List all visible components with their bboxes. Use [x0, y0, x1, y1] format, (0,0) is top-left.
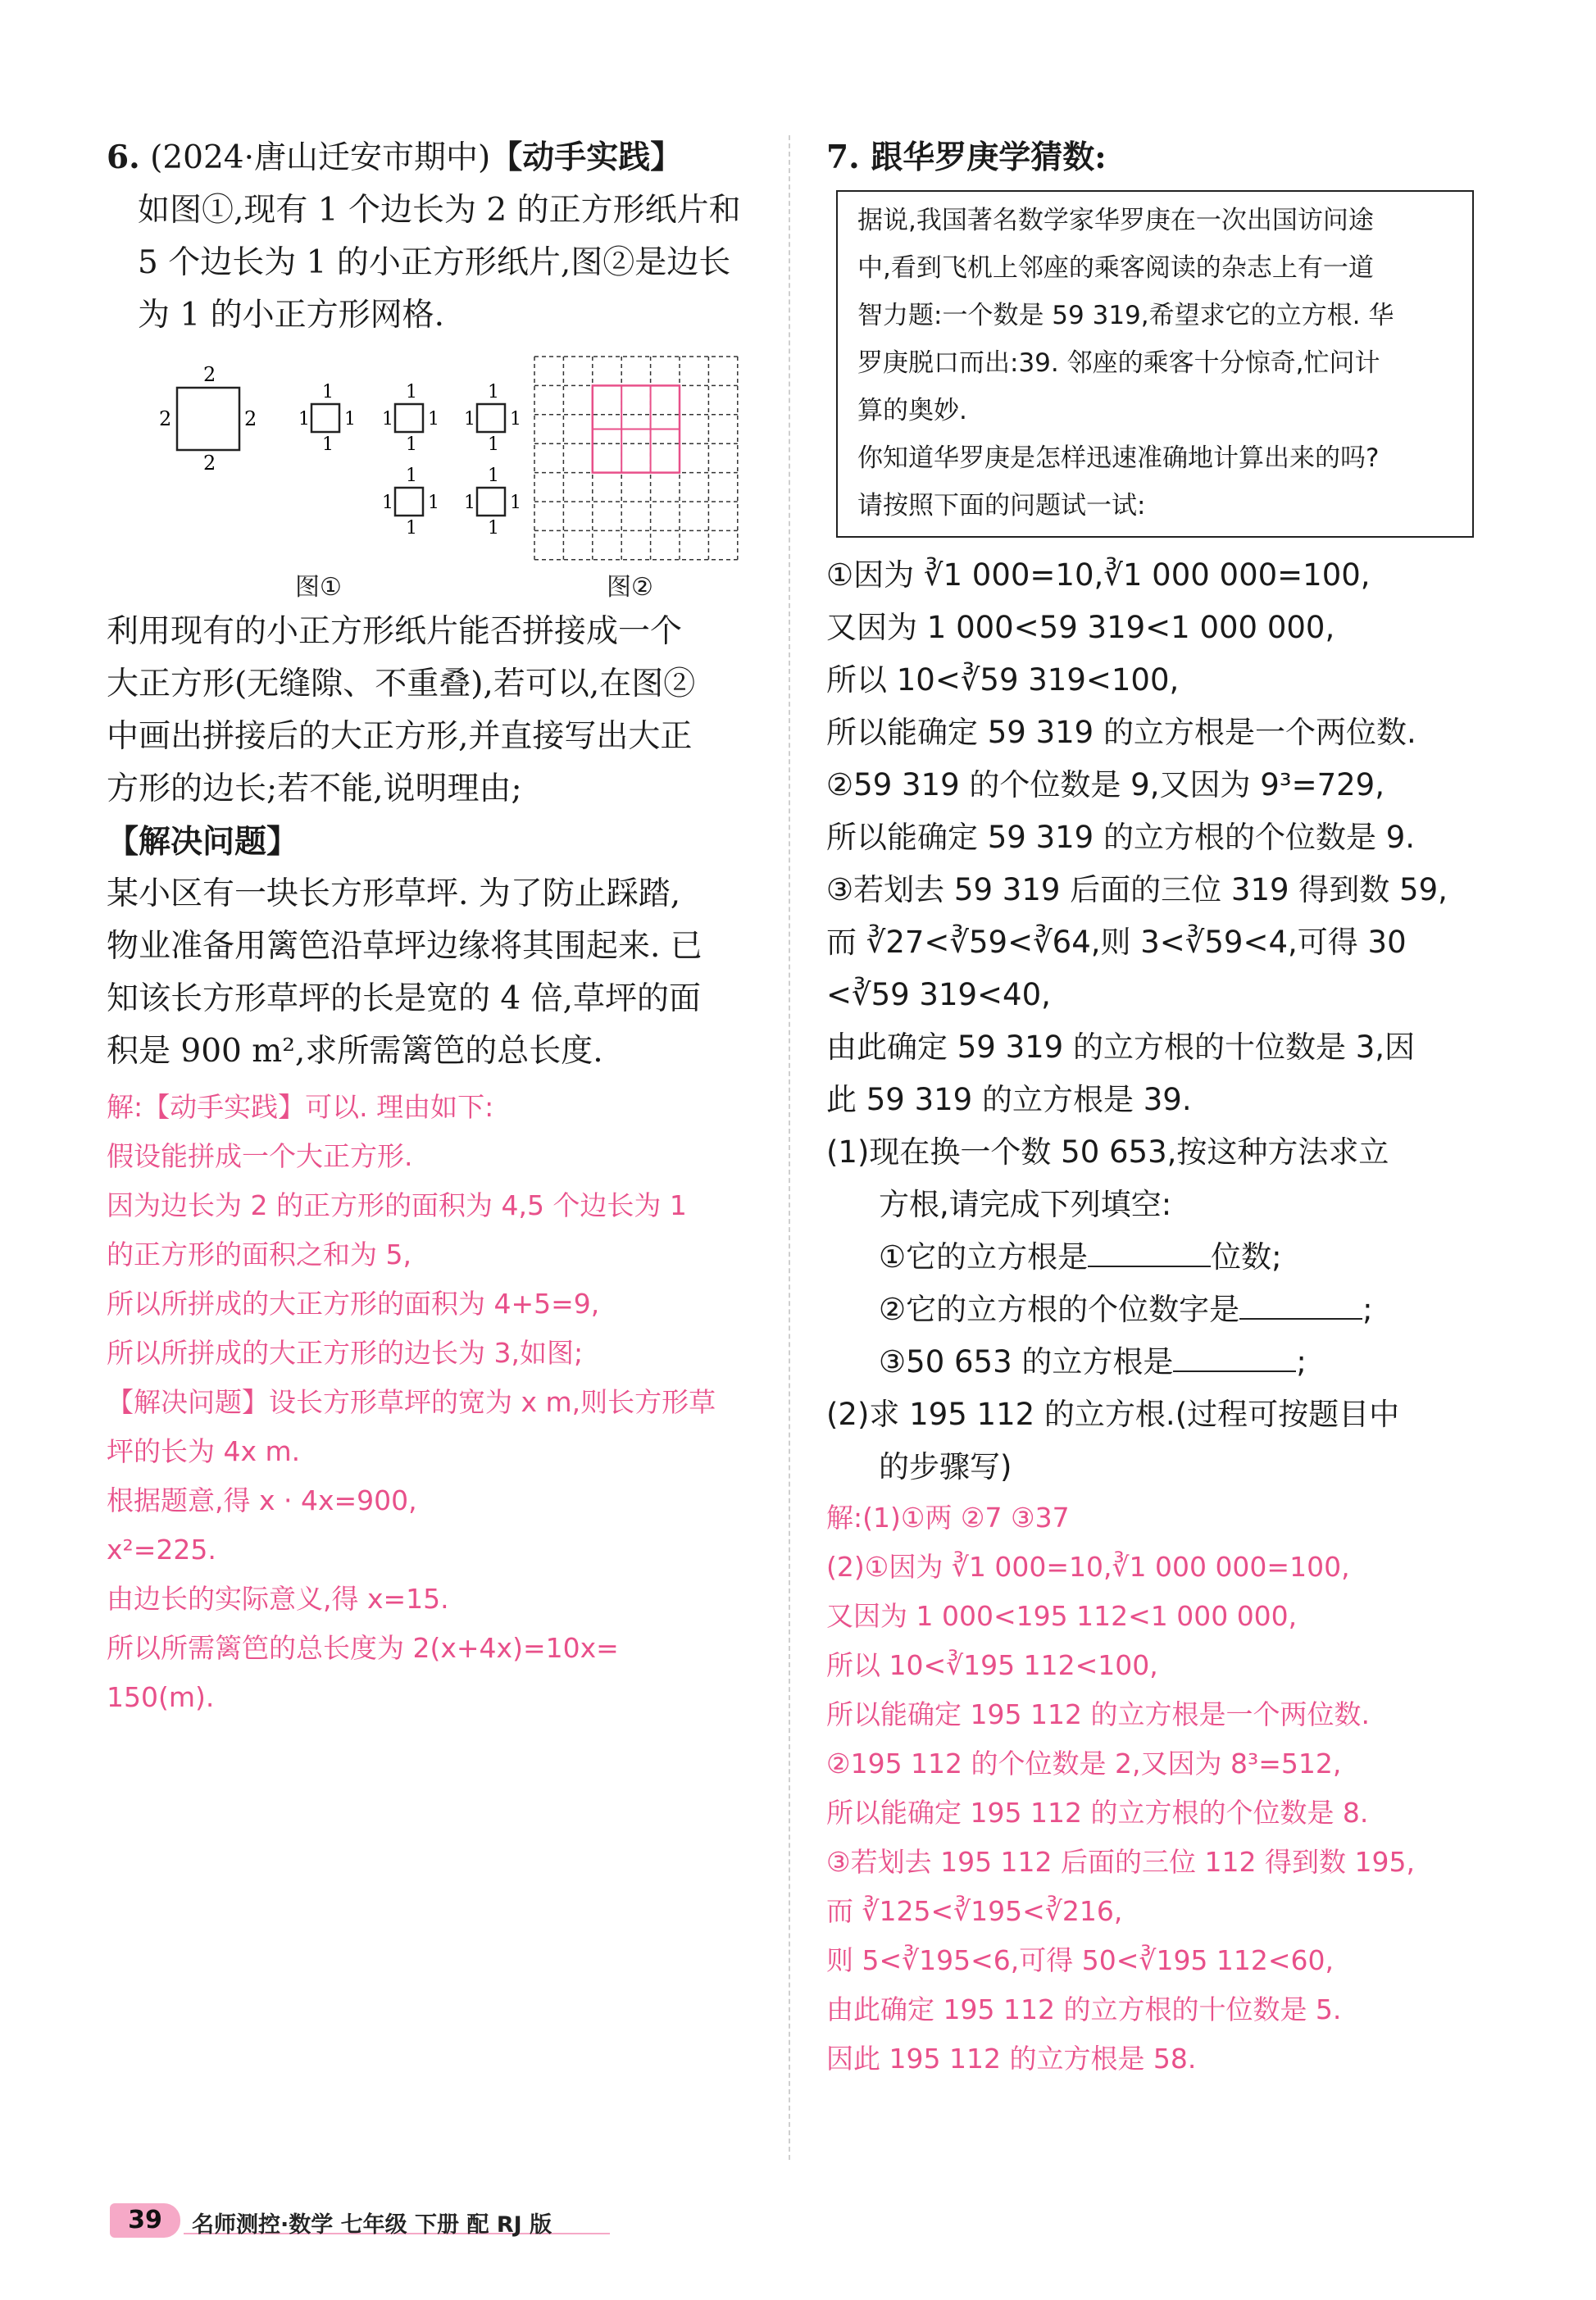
q6-line: 5 个边长为 1 的小正方形纸片,图②是边长	[138, 244, 731, 281]
answer-line: 所以所拼成的大正方形的面积为 4+5=9,	[107, 1288, 600, 1320]
part2-line: (2)求 195 112 的立方根.(过程可按题目中	[826, 1397, 1400, 1432]
answer-line: 坪的长为 4x m.	[107, 1435, 301, 1467]
step-line: 所以能确定 59 319 的立方根是一个两位数.	[826, 715, 1416, 750]
answer-line: 解:(1)①两 ②7 ③37	[826, 1502, 1070, 1534]
answer-line: 解:【动手实践】可以. 理由如下:	[107, 1091, 494, 1123]
small-square-label: 1	[298, 409, 310, 430]
small-square-label: 1	[406, 382, 417, 402]
small-square	[395, 488, 423, 516]
step-line: 又因为 1 000<59 319<1 000 000,	[826, 610, 1335, 645]
step-line: 此 59 319 的立方根是 39.	[826, 1082, 1192, 1117]
small-square	[477, 488, 505, 516]
small-square	[477, 404, 505, 432]
q6-answer	[107, 1083, 762, 1722]
figure-2-caption: 图②	[607, 573, 653, 602]
answer-line: (2)①因为 ∛1 000=10,∛1 000 000=100,	[826, 1551, 1350, 1583]
small-square-label: 1	[488, 466, 499, 486]
answer-line: 根据题意,得 x · 4x=900,	[107, 1484, 417, 1516]
box-line: 你知道华罗庚是怎样迅速准确地计算出来的吗?	[857, 443, 1380, 473]
small-square	[395, 404, 423, 432]
step-line: ①因为 ∛1 000=10,∛1 000 000=100,	[826, 557, 1371, 593]
answer-line: 所以 10<∛195 112<100,	[826, 1649, 1158, 1681]
fill-blank-2[interactable]	[1239, 1293, 1362, 1320]
step-line: 所以能确定 59 319 的立方根的个位数是 9.	[826, 820, 1416, 855]
small-square-label: 1	[488, 382, 499, 402]
step-line: ②59 319 的个位数是 9,又因为 9³=729,	[826, 767, 1385, 802]
q6-line: 如图①,现有 1 个边长为 2 的正方形纸片和	[138, 192, 741, 229]
box-line: 中,看到飞机上邻座的乘客阅读的杂志上有一道	[857, 253, 1374, 283]
q6-number: 6.	[107, 139, 140, 176]
answer-line: 【解决问题】设长方形草坪的宽为 x m,则长方形草	[107, 1386, 716, 1418]
step-line: ③若划去 59 319 后面的三位 319 得到数 59,	[826, 872, 1448, 907]
big-square-label: 2	[159, 407, 172, 430]
q7-title: 7. 跟华罗庚学猜数:	[826, 139, 1107, 176]
answer-line: 所以能确定 195 112 的立方根的个位数是 8.	[826, 1797, 1369, 1829]
small-square-label: 1	[488, 434, 499, 455]
big-square-label: 2	[203, 452, 216, 475]
q6-line: 为 1 的小正方形网格.	[138, 297, 445, 334]
box-line: 罗庚脱口而出:39. 邻座的乘客十分惊奇,忙问计	[857, 348, 1380, 378]
q6-figures	[107, 348, 762, 602]
q6-tag-2: 【解决问题】	[107, 823, 299, 861]
small-square-label: 1	[406, 518, 417, 539]
small-square-label: 1	[428, 493, 439, 513]
q6-line: 物业准备用篱笆沿草坪边缘将其围起来. 已	[107, 928, 703, 965]
q6-line: 某小区有一块长方形草坪. 为了防止踩踏,	[107, 875, 681, 912]
question-6	[107, 131, 762, 1722]
fill-1-suffix: 位数;	[1211, 1239, 1282, 1275]
page-footer	[110, 2203, 602, 2239]
q6-line: 方形的边长;若不能,说明理由;	[107, 770, 522, 807]
small-square-label: 1	[406, 434, 417, 455]
q6-tag: 【动手实践】	[490, 139, 683, 176]
small-square-label: 1	[322, 382, 334, 402]
fill-1-text: ①它的立方根是	[879, 1239, 1089, 1275]
small-square-label: 1	[510, 493, 521, 513]
small-square-label: 1	[406, 466, 417, 486]
box-line: 智力题:一个数是 59 319,希望求它的立方根. 华	[857, 301, 1394, 330]
answer-line: 所以所拼成的大正方形的边长为 3,如图;	[107, 1337, 584, 1369]
q7-steps	[826, 549, 1474, 1493]
answer-line: 因为边长为 2 的正方形的面积为 4,5 个边长为 1	[107, 1189, 687, 1221]
step-line: 由此确定 59 319 的立方根的十位数是 3,因	[826, 1030, 1416, 1065]
fill-blank-1[interactable]	[1088, 1241, 1211, 1267]
step-line: 所以 10<∛59 319<100,	[826, 662, 1180, 698]
figure-1-caption: 图①	[295, 573, 342, 602]
q6-header	[107, 131, 762, 184]
small-square-label: 1	[382, 409, 393, 430]
q7-answer	[826, 1493, 1474, 2084]
part1-line: 方根,请完成下列填空:	[879, 1187, 1172, 1222]
fill-item-1	[826, 1231, 1474, 1284]
page-number: 39	[110, 2203, 180, 2238]
q6-line: 积是 900 m²,求所需篱笆的总长度.	[107, 1033, 603, 1070]
small-square-label: 1	[322, 434, 334, 455]
box-line: 请按照下面的问题试一试:	[857, 491, 1146, 520]
question-7	[826, 131, 1474, 2084]
small-square-label: 1	[428, 409, 439, 430]
fill-blank-3[interactable]	[1173, 1346, 1296, 1372]
fill-3-suffix: ;	[1296, 1344, 1307, 1380]
step-line: <∛59 319<40,	[826, 977, 1051, 1012]
answer-line: 因此 195 112 的立方根是 58.	[826, 2043, 1197, 2075]
answer-line: ③若划去 195 112 后面的三位 112 得到数 195,	[826, 1846, 1415, 1878]
small-square-label: 1	[510, 409, 521, 430]
q6-line: 知该长方形草坪的长是宽的 4 倍,草坪的面	[107, 980, 702, 1017]
answer-line: 而 ∛125<∛195<∛216,	[826, 1895, 1123, 1927]
fill-item-2	[826, 1284, 1474, 1336]
fill-item-3	[826, 1336, 1474, 1389]
answer-line: x²=225.	[107, 1534, 216, 1566]
answer-line: 由边长的实际意义,得 x=15.	[107, 1583, 449, 1615]
answer-line: 150(m).	[107, 1681, 215, 1713]
answer-line: ②195 112 的个位数是 2,又因为 8³=512,	[826, 1748, 1342, 1780]
answer-line: 假设能拼成一个大正方形.	[107, 1140, 413, 1172]
fill-2-text: ②它的立方根的个位数字是	[879, 1292, 1240, 1327]
q6-line: 中画出拼接后的大正方形,并直接写出大正	[107, 718, 693, 755]
answer-line: 所以所需篱笆的总长度为 2(x+4x)=10x=	[107, 1632, 619, 1664]
step-line: 而 ∛27<∛59<∛64,则 3<∛59<4,可得 30	[826, 925, 1407, 960]
column-divider	[789, 135, 790, 2160]
answer-line: 的正方形的面积之和为 5,	[107, 1239, 412, 1270]
q6-line: 大正方形(无缝隙、不重叠),若可以,在图②	[107, 666, 696, 702]
small-square	[311, 404, 339, 432]
small-square-label: 1	[488, 518, 499, 539]
box-line: 算的奥妙.	[857, 396, 967, 425]
box-line: 据说,我国著名数学家华罗庚在一次出国访问途	[857, 206, 1374, 235]
part2-line: 的步骤写)	[879, 1449, 1012, 1484]
part1-line: (1)现在换一个数 50 653,按这种方法求立	[826, 1134, 1389, 1170]
big-square-label: 2	[244, 407, 257, 430]
answer-line: 所以能确定 195 112 的立方根是一个两位数.	[826, 1698, 1370, 1730]
figure-1-squares	[107, 348, 762, 570]
small-square-label: 1	[344, 409, 356, 430]
q7-story-box	[836, 190, 1474, 538]
q6-source: (2024·唐山迁安市期中)	[150, 139, 491, 176]
small-square-label: 1	[464, 409, 475, 430]
fill-3-text: ③50 653 的立方根是	[879, 1344, 1174, 1380]
fill-2-suffix: ;	[1362, 1292, 1373, 1327]
q6-line: 利用现有的小正方形纸片能否拼接成一个	[107, 613, 683, 650]
book-title: 名师测控·数学 七年级 下册 配 RJ 版	[192, 2212, 552, 2238]
small-square-label: 1	[464, 493, 475, 513]
answer-line: 则 5<∛195<6,可得 50<∛195 112<60,	[826, 1944, 1335, 1976]
big-square-label: 2	[203, 363, 216, 386]
small-square-label: 1	[382, 493, 393, 513]
answer-line: 又因为 1 000<195 112<1 000 000,	[826, 1600, 1298, 1632]
answer-line: 由此确定 195 112 的立方根的十位数是 5.	[826, 1993, 1342, 2025]
